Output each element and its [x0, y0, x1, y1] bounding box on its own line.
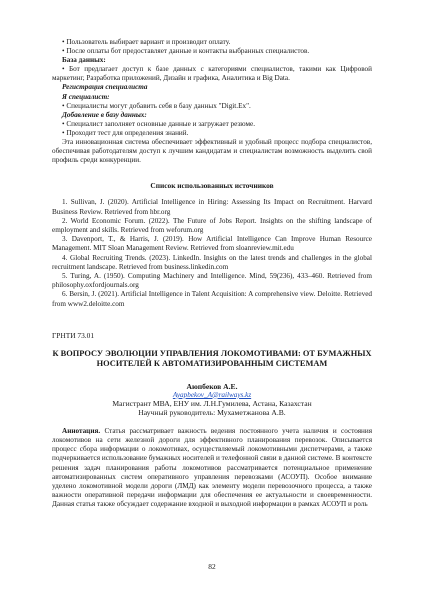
grnti-code: ГРНТИ 73.01 [52, 330, 95, 340]
bullet-payment: • Пользователь выбирает вариант и производит оплату. [62, 38, 231, 46]
abstract-paragraph [52, 427, 372, 510]
supervisor: Научный руководитель: Мухаметжанова А.В. [138, 408, 286, 418]
conclusion-paragraph: Эта инновационная система обеспечивает эффективный и удобный процесс подбора специалистов, обеспечивая работодателям доступ к лучшим кандидатам и специалистам возможность выделить свой профиль среди конкуренции. [52, 138, 372, 165]
add-heading: Добавление в базу данных: [62, 110, 147, 119]
author-email-link[interactable]: Ayapbekov_A@railways.kz [172, 390, 252, 399]
reference-item: 3. Davenport, T., & Harris, J. (2019). How Artificial Intelligence Can Improve Human Resource Management. MIT Sloan Management Review. Retrieved from sloanreview.mit.edu [52, 235, 372, 253]
author-name: Аюпбеков А.Е. [186, 381, 238, 391]
add-step-2: • Проходит тест для определения знаний. [62, 128, 189, 137]
reference-item: 2. World Economic Forum. (2022). The Future of Jobs Report. Insights on the shifting landscape of employment and skills. Retrieved from weforum.org [52, 216, 372, 234]
db-text: • Бот предлагает доступ к базе данных с категориями специалистов, такими как Цифровой маркетинг, Разработка приложений, Дизайн и графика, Аналитика и Big Data. [52, 65, 372, 83]
registration-heading: Регистрация специалиста [62, 83, 148, 92]
reference-item: 4. Global Recruiting Trends. (2023). LinkedIn. Insights on the latest trends and challenges in the global recruitment landscape. Retrieved from business.linkedin.com [52, 253, 372, 271]
specialist-heading: Я специалист: [62, 92, 110, 101]
abstract-label: Аннотация. [62, 426, 101, 435]
bullet-contacts: • После оплаты бот предоставляет данные и контакты выбранных специалистов. [62, 47, 310, 56]
abstract-text: Статья рассматривает важность ведения постоянного учета наличия и состояния локомотивов на сети железной дороги для эффективного планирования перевозок. Описывается процесс сбора информации о локомотивах, осуществляемый локомотивными диспетчерами, а также подчеркивается использование бумажных носителей и телефонной связи в данной системе. В контексте решения задач планирования работы локомотивов рассматривается потенциальное применение автоматизированных систем оперативного управления перевозками (АСОУП). Особое внимание уделено локомотивной модели дороги (ЛМД) как элементу модели перевозочного процесса, а также важности оперативной передачи информации для обеспечения ее актуальности и своевременности. Данная статья также обсуждает содержание входной и выходной информации в рамках АСОУП и роль [52, 426, 373, 509]
affiliation: Магистрант МВА, ЕНУ им. Л.Н.Гумилева, Астана, Казахстан [112, 398, 312, 408]
page-number: 82 [208, 562, 216, 571]
reference-item: 5. Turing, A. (1950). Computing Machinery and Intelligence. Mind, 59(236), 433–460. Retrieved from philosophy.oxfordjournals.org [52, 271, 372, 290]
reference-item: 6. Bersin, J. (2021). Artificial Intelligence in Talent Acquisition: A comprehensive view. Deloitte. Retrieved from www2.deloitte.com [52, 290, 372, 308]
add-step-1: • Специалист заполняет основные данные и загружает резюме. [62, 119, 256, 128]
db-heading: База данных: [62, 56, 106, 65]
document-page [52, 38, 372, 510]
specialist-text: • Специалисты могут добавить себя в базу данных "Digit.Ex". [62, 101, 251, 110]
references-heading: Список использованных источников [150, 181, 274, 191]
article-title: К ВОПРОСУ ЭВОЛЮЦИИ УПРАВЛЕНИЯ ЛОКОМОТИВАМИ: ОТ БУМАЖНЫХ НОСИТЕЛЕЙ К АВТОМАТИЗИРОВАННЫМ СИСТЕМАМ [52, 348, 372, 369]
references-list [52, 198, 372, 308]
reference-item: 1. Sullivan, J. (2020). Artificial Intelligence in Hiring: Assessing Its Impact on Recruitment. Harvard Business Review. Retrieved from hbr.org [52, 198, 372, 216]
